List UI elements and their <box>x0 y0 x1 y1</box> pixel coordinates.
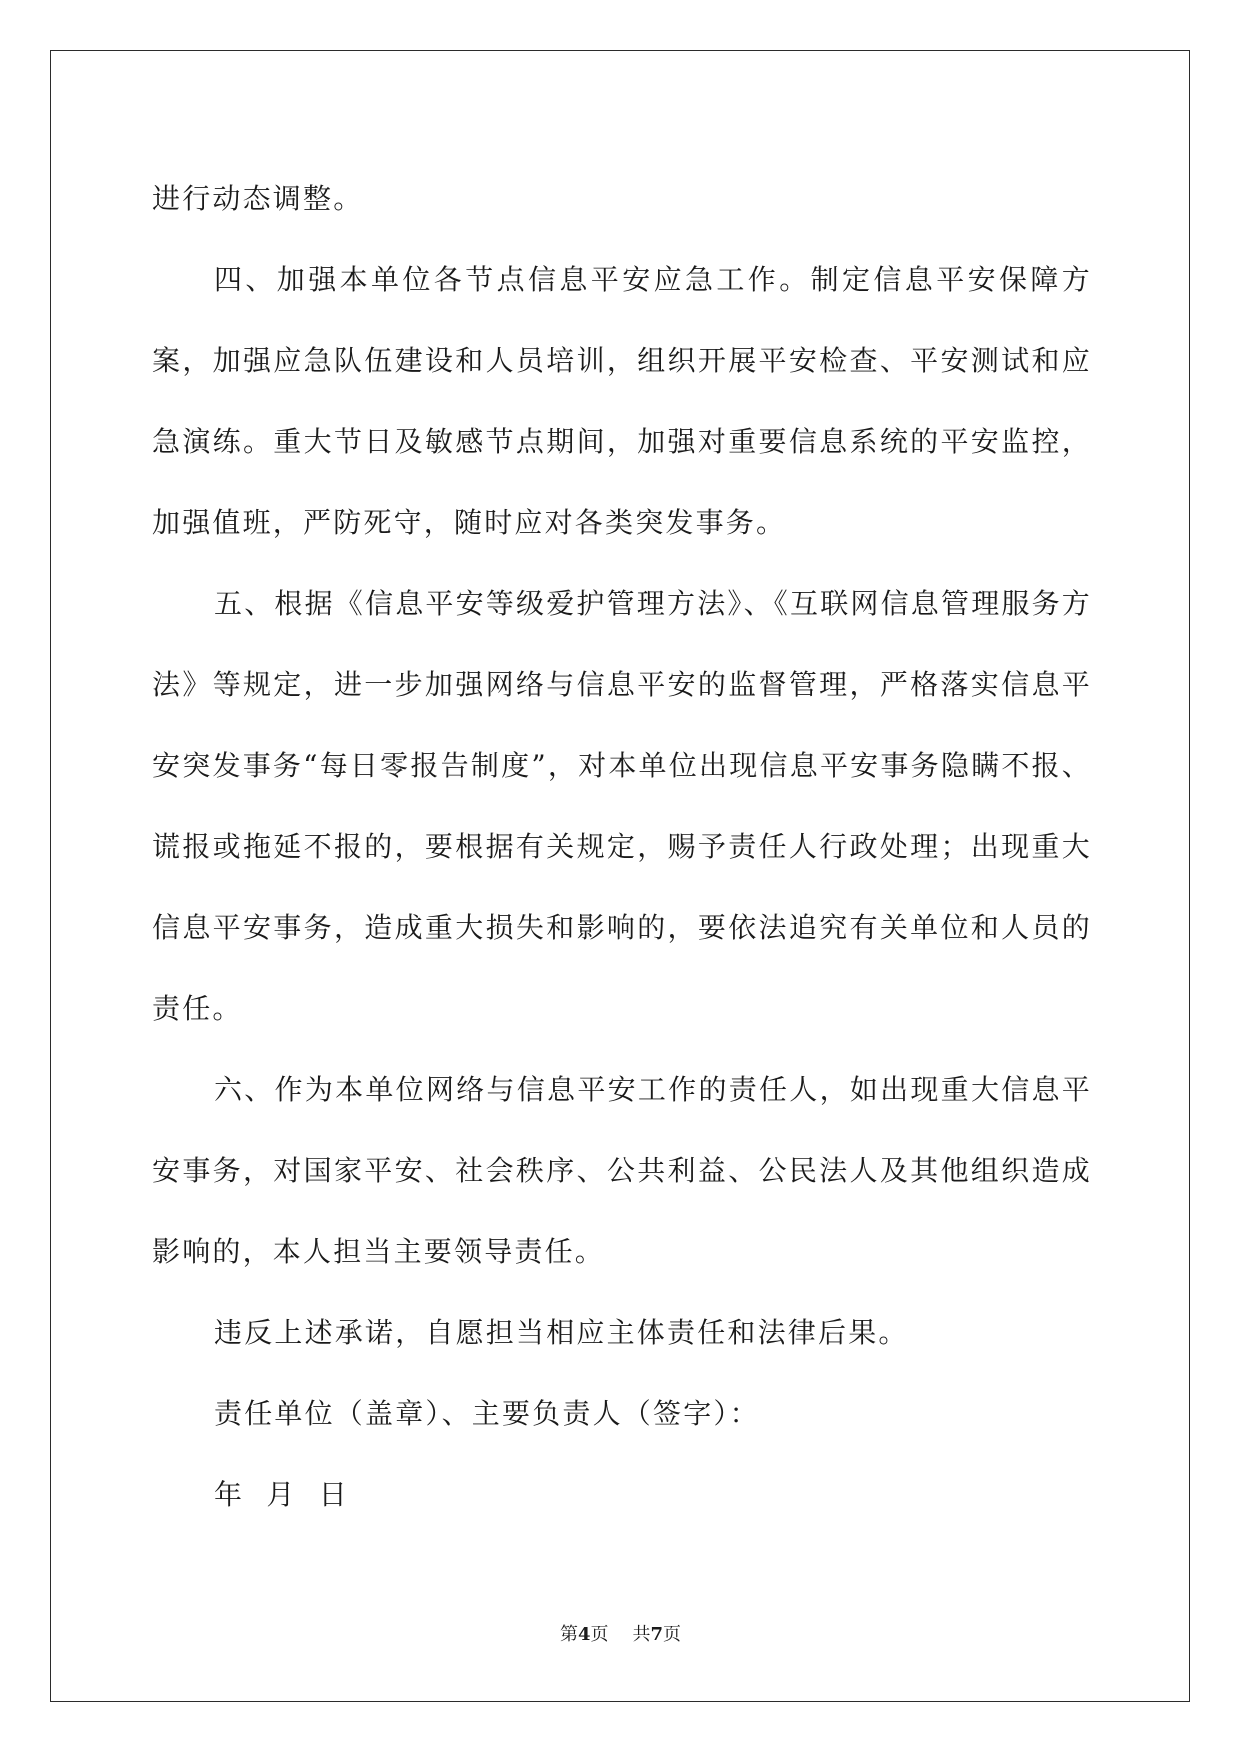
paragraph-item-4: 四、加强本单位各节点信息平安应急工作。制定信息平安保障方案，加强应急队伍建设和人员培训，组织开展平安检查、平安测试和应急演练。重大节日及敏感节点期间，加强对重要信息系统的平安监控，加强值班，严防死守，随时应对各类突发事务。 <box>152 263 1092 539</box>
total-pages-number: 7 <box>650 1624 664 1645</box>
paragraph-item-6: 六、作为本单位网络与信息平安工作的责任人，如出现重大信息平安事务，对国家平安、社会秩序、公共利益、公民法人及其他组织造成影响的，本人担当主要领导责任。 <box>152 1073 1092 1268</box>
page-suffix: 页 <box>590 1624 609 1645</box>
page-footer <box>0 1620 1241 1646</box>
date-line: 年 月 日 <box>214 1478 350 1511</box>
total-suffix: 页 <box>663 1624 682 1645</box>
paragraph-item-5: 五、根据《信息平安等级爱护管理方法》、《互联网信息管理服务方法》等规定，进一步加强网络与信息平安的监督管理，严格落实信息平安突发事务“每日零报告制度”，对本单位出现信息平安事务隐瞒不报、谎报或拖延不报的，要根据有关规定，赐予责任人行政处理；出现重大信息平安事务，造成重大损失和影响的，要依法追究有关单位和人员的责任。 <box>152 587 1093 1025</box>
current-page-number: 4 <box>577 1624 591 1645</box>
signature-line: 责任单位（盖章）、主要负责人（签字）： <box>214 1397 760 1430</box>
page-prefix: 第 <box>559 1624 578 1645</box>
total-prefix: 共 <box>632 1624 651 1645</box>
paragraph-commitment: 违反上述承诺，自愿担当相应主体责任和法律后果。 <box>214 1316 909 1349</box>
document-body <box>152 158 1092 1535</box>
paragraph-continuation: 进行动态调整。 <box>152 182 364 215</box>
